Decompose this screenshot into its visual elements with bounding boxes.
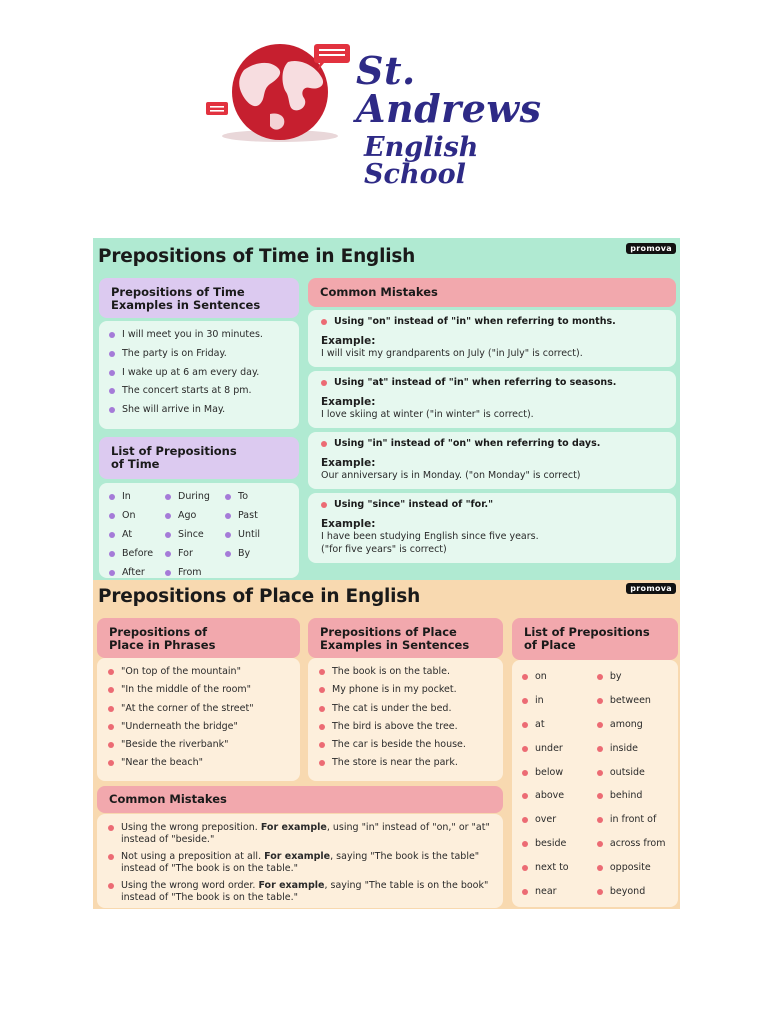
list-item: "At the corner of the street" (108, 703, 290, 715)
time-title: Prepositions of Time in English (98, 246, 416, 267)
list-item (108, 822, 493, 846)
place-phrases-header: Prepositions of Place in Phrases (109, 625, 216, 652)
list-item: During (165, 491, 225, 503)
list-item: In (109, 491, 165, 503)
example-text: ("for five years" is correct) (321, 544, 447, 555)
mistake-text: Using the wrong preposition. (121, 822, 261, 833)
list-item: opposite (597, 862, 668, 874)
list-item: By (225, 548, 275, 560)
list-item: across from (597, 838, 668, 850)
time-examples-header: Prepositions of Time Examples in Sentences (111, 285, 261, 312)
place-mistakes-header: Common Mistakes (109, 792, 227, 806)
time-mistake-card (308, 371, 676, 428)
list-item: next to (522, 862, 597, 874)
list-item: between (597, 695, 668, 707)
place-list-box (512, 660, 678, 907)
place-mistakes-header-box (97, 786, 503, 813)
time-list-header: List of Prepositions of Time (111, 444, 237, 471)
time-list-box (99, 483, 299, 578)
list-item: The book is on the table. (319, 666, 493, 678)
list-item: in (522, 695, 597, 707)
list-item: After (109, 567, 165, 579)
example-label: Example: (321, 518, 376, 530)
list-item (108, 880, 493, 904)
logo-text (356, 48, 580, 190)
list-item: At (109, 529, 165, 541)
list-item: inside (597, 743, 668, 755)
time-mistakes-header-box (308, 278, 676, 307)
place-mistakes-box (97, 814, 503, 908)
list-item: under (522, 743, 597, 755)
logo-line1: St. Andrews (356, 48, 542, 131)
promova-badge: promova (626, 243, 676, 254)
example-text: Our anniversary is in Monday. ("on Monday" is correct) (321, 470, 581, 481)
place-title: Prepositions of Place in English (98, 586, 421, 607)
list-item: The car is beside the house. (319, 739, 493, 751)
example-text: I have been studying English since five years. (321, 531, 539, 542)
list-item: Past (225, 510, 275, 522)
mistake-text: , saying "The book is the table" instead of "The book is on the table." (121, 851, 480, 874)
mistake-text: , saying "The table is on the book" instead of "The book is on the table." (121, 880, 489, 903)
time-section (93, 238, 680, 580)
time-examples-header-box (99, 278, 299, 318)
list-item: For (165, 548, 225, 560)
mistake-text: Not using a preposition at all. (121, 851, 265, 862)
list-item: The concert starts at 8 pm. (109, 385, 289, 397)
place-examples-box (308, 658, 503, 781)
list-item: I will meet you in 30 minutes. (109, 329, 289, 341)
time-mistakes-header: Common Mistakes (320, 285, 438, 299)
place-examples-header: Prepositions of Place Examples in Sentences (320, 625, 470, 652)
logo-line2: English School (364, 132, 479, 190)
list-item: From (165, 567, 225, 579)
time-examples-box (99, 321, 299, 429)
mistake-text: Using the wrong word order. (121, 880, 259, 891)
place-section (93, 580, 680, 909)
globe-icon (200, 40, 360, 145)
time-mistake-card (308, 310, 676, 367)
list-item: above (522, 790, 597, 802)
list-item: below (522, 767, 597, 779)
mistake-line: Using "since" instead of "for." (321, 499, 668, 511)
list-item: behind (597, 790, 668, 802)
for-example-label: For example (260, 822, 327, 833)
place-mistakes-list (108, 822, 493, 904)
list-item: "Underneath the bridge" (108, 721, 290, 733)
list-item: The store is near the park. (319, 757, 493, 769)
place-list-header: List of Prepositions of Place (524, 625, 650, 652)
time-list-col1 (109, 491, 165, 586)
time-examples-list (109, 329, 289, 416)
list-item: The bird is above the tree. (319, 721, 493, 733)
place-phrases-box (97, 658, 300, 781)
school-logo (200, 40, 580, 190)
list-item: Ago (165, 510, 225, 522)
list-item: Before (109, 548, 165, 560)
list-item: "Near the beach" (108, 757, 290, 769)
example-label: Example: (321, 335, 376, 347)
list-item: "Beside the riverbank" (108, 739, 290, 751)
time-mistake-card (308, 493, 676, 563)
place-examples-header-box (308, 618, 503, 658)
place-list-col1 (522, 671, 597, 910)
example-text: I love skiing at winter ("in winter" is correct). (321, 409, 534, 420)
mistake-line: Using "in" instead of "on" when referring to days. (321, 438, 668, 450)
list-item: Since (165, 529, 225, 541)
time-list-col2 (165, 491, 225, 586)
place-list-header-box (512, 618, 678, 660)
list-item: Until (225, 529, 275, 541)
list-item: among (597, 719, 668, 731)
list-item: "In the middle of the room" (108, 684, 290, 696)
list-item: The party is on Friday. (109, 348, 289, 360)
list-item: The cat is under the bed. (319, 703, 493, 715)
place-phrases-list (108, 666, 290, 769)
list-item: over (522, 814, 597, 826)
example-text: I will visit my grandparents on July ("in July" is correct). (321, 348, 583, 359)
time-list-col3 (225, 491, 275, 586)
place-phrases-header-box (97, 618, 300, 658)
place-examples-list (319, 666, 493, 769)
list-item: To (225, 491, 275, 503)
list-item (108, 851, 493, 875)
list-item: outside (597, 767, 668, 779)
mistake-line: Using "at" instead of "in" when referring to seasons. (321, 377, 668, 389)
list-item: in front of (597, 814, 668, 826)
place-list-col2 (597, 671, 668, 910)
example-label: Example: (321, 396, 376, 408)
list-item: She will arrive in May. (109, 404, 289, 416)
list-item: On (109, 510, 165, 522)
mistake-text: , using "in" instead of "on," or "at" instead of "beside." (121, 822, 490, 845)
example-label: Example: (321, 457, 376, 469)
list-item: beside (522, 838, 597, 850)
list-item: My phone is in my pocket. (319, 684, 493, 696)
list-item: beyond (597, 886, 668, 898)
list-item: near (522, 886, 597, 898)
time-mistake-card (308, 432, 676, 489)
time-list-header-box (99, 437, 299, 479)
for-example-label: For example (258, 880, 325, 891)
list-item: at (522, 719, 597, 731)
list-item: on (522, 671, 597, 683)
list-item: by (597, 671, 668, 683)
for-example-label: For example (264, 851, 331, 862)
list-item: "On top of the mountain" (108, 666, 290, 678)
list-item: I wake up at 6 am every day. (109, 367, 289, 379)
mistake-line: Using "on" instead of "in" when referring to months. (321, 316, 668, 328)
promova-badge: promova (626, 583, 676, 594)
